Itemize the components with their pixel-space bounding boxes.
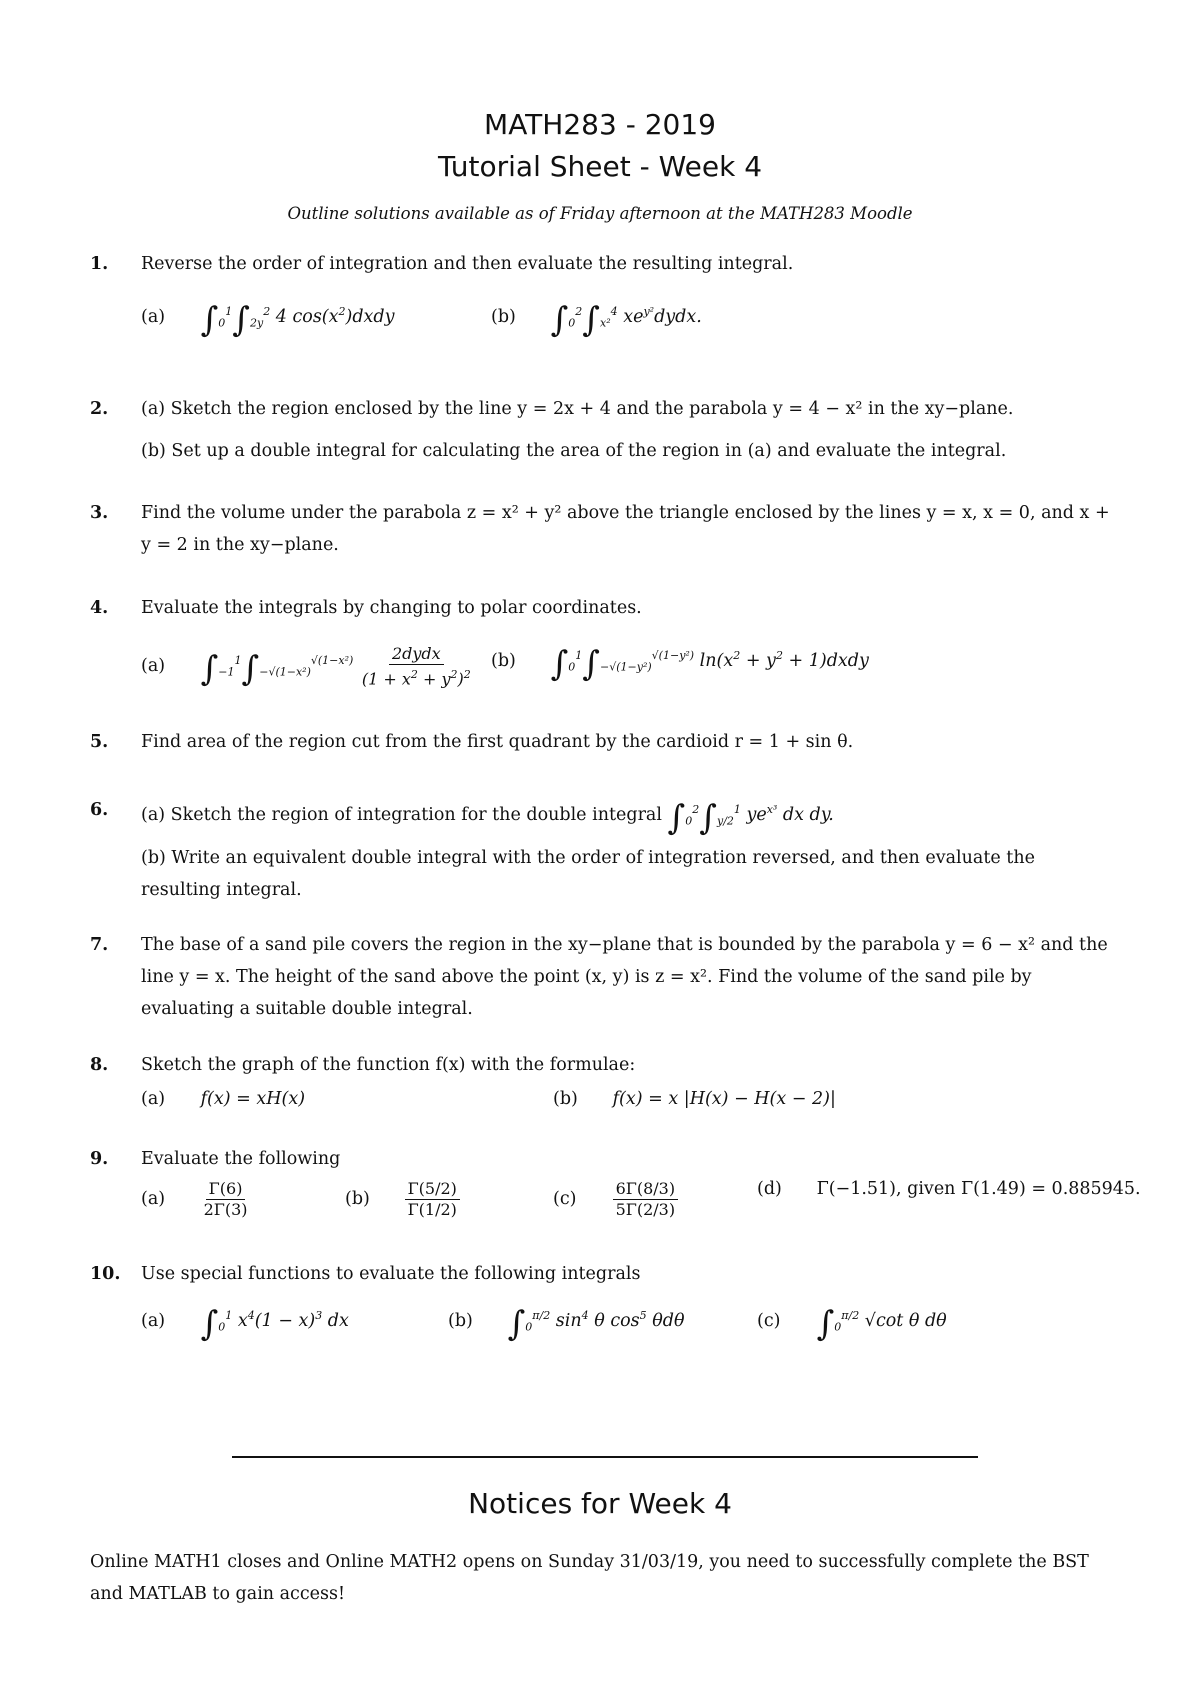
part-b: (b) f(x) = x |H(x) − H(x − 2)| <box>553 1089 836 1109</box>
gamma-fraction: $\frac{6\Gamma(8/3)}{5\Gamma(2/3)}$ <box>613 1179 679 1220</box>
part-c: (c) $\int_0^{\pi/2}$ √cot θ dθ <box>757 1304 947 1344</box>
integral-expression: $\int_{-1}^1\int_{-√(1-x^2)}^{√(1-x^2)}$ $\frac{\text{2dydx}}{(1 + x^2 + y^2)^2}$ <box>200 644 471 690</box>
page-subtitle: Tutorial Sheet - Week 4 <box>437 150 763 183</box>
question-text: Evaluate the integrals by changing to polar coordinates. <box>141 598 642 618</box>
integral-expression: $\int_0^1\int_{-√(1-y^2)}^{√(1-y^2)}$ $\ln(x^2 + y^2$ + 1)dxdy <box>550 644 869 684</box>
question-number: 10. <box>90 1264 121 1284</box>
page-title: MATH283 - 2019 <box>484 108 716 141</box>
question-number: 9. <box>90 1149 109 1169</box>
gamma-fraction: $\frac{\Gamma(5/2)}{\Gamma(1/2)}$ <box>405 1179 460 1220</box>
gamma-fraction: $\frac{\Gamma(6)}{2\Gamma(3)}$ <box>203 1179 248 1219</box>
question-text: Evaluate the following <box>141 1149 341 1169</box>
question-number: 1. <box>90 254 109 274</box>
part-d: (d) Γ(−1.51), given Γ(1.49) = 0.885945. <box>757 1179 1141 1199</box>
part-c: (c) $\frac{6\Gamma(8/3)}{5\Gamma(2/3)}$ <box>553 1179 678 1220</box>
notices-text: Online MATH1 closes and Online MATH2 opens on Sunday 31/03/19, you need to successfully complete the BST and MATLAB to gain access! <box>90 1552 1089 1604</box>
integral-expression: $\int_0^1\int_{2y}^2$ 4 $\cos(x^2)dxdy$ <box>200 300 395 340</box>
part-a: (a) f(x) = xH(x) <box>141 1089 306 1109</box>
section-divider <box>232 1456 978 1458</box>
part-a: (a) $\int_0^1\int_{2y}^2$ 4 $\cos(x^2)dxdy$ <box>141 300 395 340</box>
part-b: (b) $\int_0^{\pi/2}$ $\sin^4 \theta$ $\cos^5 \theta d\theta$ <box>448 1304 685 1344</box>
question-number: 4. <box>90 598 109 618</box>
integral-expression: $\int_0^2\int_{y/2}^1$ $ye^{x^3}$ dx dy. <box>667 797 834 838</box>
question-number: 2. <box>90 399 109 419</box>
part-b: (b) $\frac{\Gamma(5/2)}{\Gamma(1/2)}$ <box>345 1179 460 1220</box>
question-text-a: (a) Sketch the region of integration for the double integral $\int_0^2\int_{y/2}^1$ $ye^{x^3}$ dx dy. <box>141 797 834 838</box>
part-b: (b) $\int_0^2\int_{x^2}^4$ $xe^{y^2}dydx$. <box>491 300 702 340</box>
question-text-b: (b) Write an equivalent double integral with the order of integration reversed, and then evaluate the resulting integral. <box>141 848 1035 900</box>
question-text: Find area of the region cut from the first quadrant by the cardioid r = 1 + sin θ. <box>141 732 854 752</box>
integral-expression: $\int_0^{\pi/2}$ $\sin^4 \theta$ $\cos^5 \theta d\theta$ <box>507 1304 685 1344</box>
question-text-a: (a) Sketch the region enclosed by the line y = 2x + 4 and the parabola y = 4 − x² in the xy−plane. <box>141 399 1014 419</box>
question-text-b: (b) Set up a double integral for calculating the area of the region in (a) and evaluate the integral. <box>141 441 1007 461</box>
question-number: 8. <box>90 1055 109 1075</box>
question-number: 5. <box>90 732 109 752</box>
notices-title: Notices for Week 4 <box>468 1487 732 1520</box>
question-number: 6. <box>90 800 109 820</box>
part-b: (b) $\int_0^1\int_{-√(1-y^2)}^{√(1-y^2)}$ $\ln(x^2 + y^2$ + 1)dxdy <box>491 644 869 684</box>
part-a: (a) $\int_0^1$ $x^4(1 - x)^3$ dx <box>141 1304 349 1344</box>
question-text: The base of a sand pile covers the region in the xy−plane that is bounded by the parabola y = 6 − x² and the line y = x. The height of the sand above the point (x, y) is z = x². Find the volume of the sand pile by evaluating a suitable double integral. <box>141 935 1108 1019</box>
question-text: Reverse the order of integration and then evaluate the resulting integral. <box>141 254 794 274</box>
part-a: (a) $\frac{\Gamma(6)}{2\Gamma(3)}$ <box>141 1179 251 1220</box>
integral-expression: $\int_0^2\int_{x^2}^4$ $xe^{y^2}dydx$. <box>550 300 702 340</box>
part-a: (a) $\int_{-1}^1\int_{-√(1-x^2)}^{√(1-x^2)}$ $\frac{\text{2dydx}}{(1 + x^2 + y^2)^2}$ <box>141 644 474 689</box>
question-number: 7. <box>90 935 109 955</box>
question-text: Find the volume under the parabola z = x² + y² above the triangle enclosed by the lines y = x, x = 0, and x + y = 2 in the xy−plane. <box>141 503 1110 555</box>
question-number: 3. <box>90 503 109 523</box>
question-text: Use special functions to evaluate the following integrals <box>141 1264 641 1284</box>
question-text: Sketch the graph of the function f(x) with the formulae: <box>141 1055 636 1075</box>
integral-expression: $\int_0^{\pi/2}$ √cot θ dθ <box>816 1304 947 1344</box>
solutions-note: Outline solutions available as of Friday afternoon at the MATH283 Moodle <box>287 204 913 223</box>
integral-expression: $\int_0^1$ $x^4(1 - x)^3$ dx <box>200 1304 349 1344</box>
